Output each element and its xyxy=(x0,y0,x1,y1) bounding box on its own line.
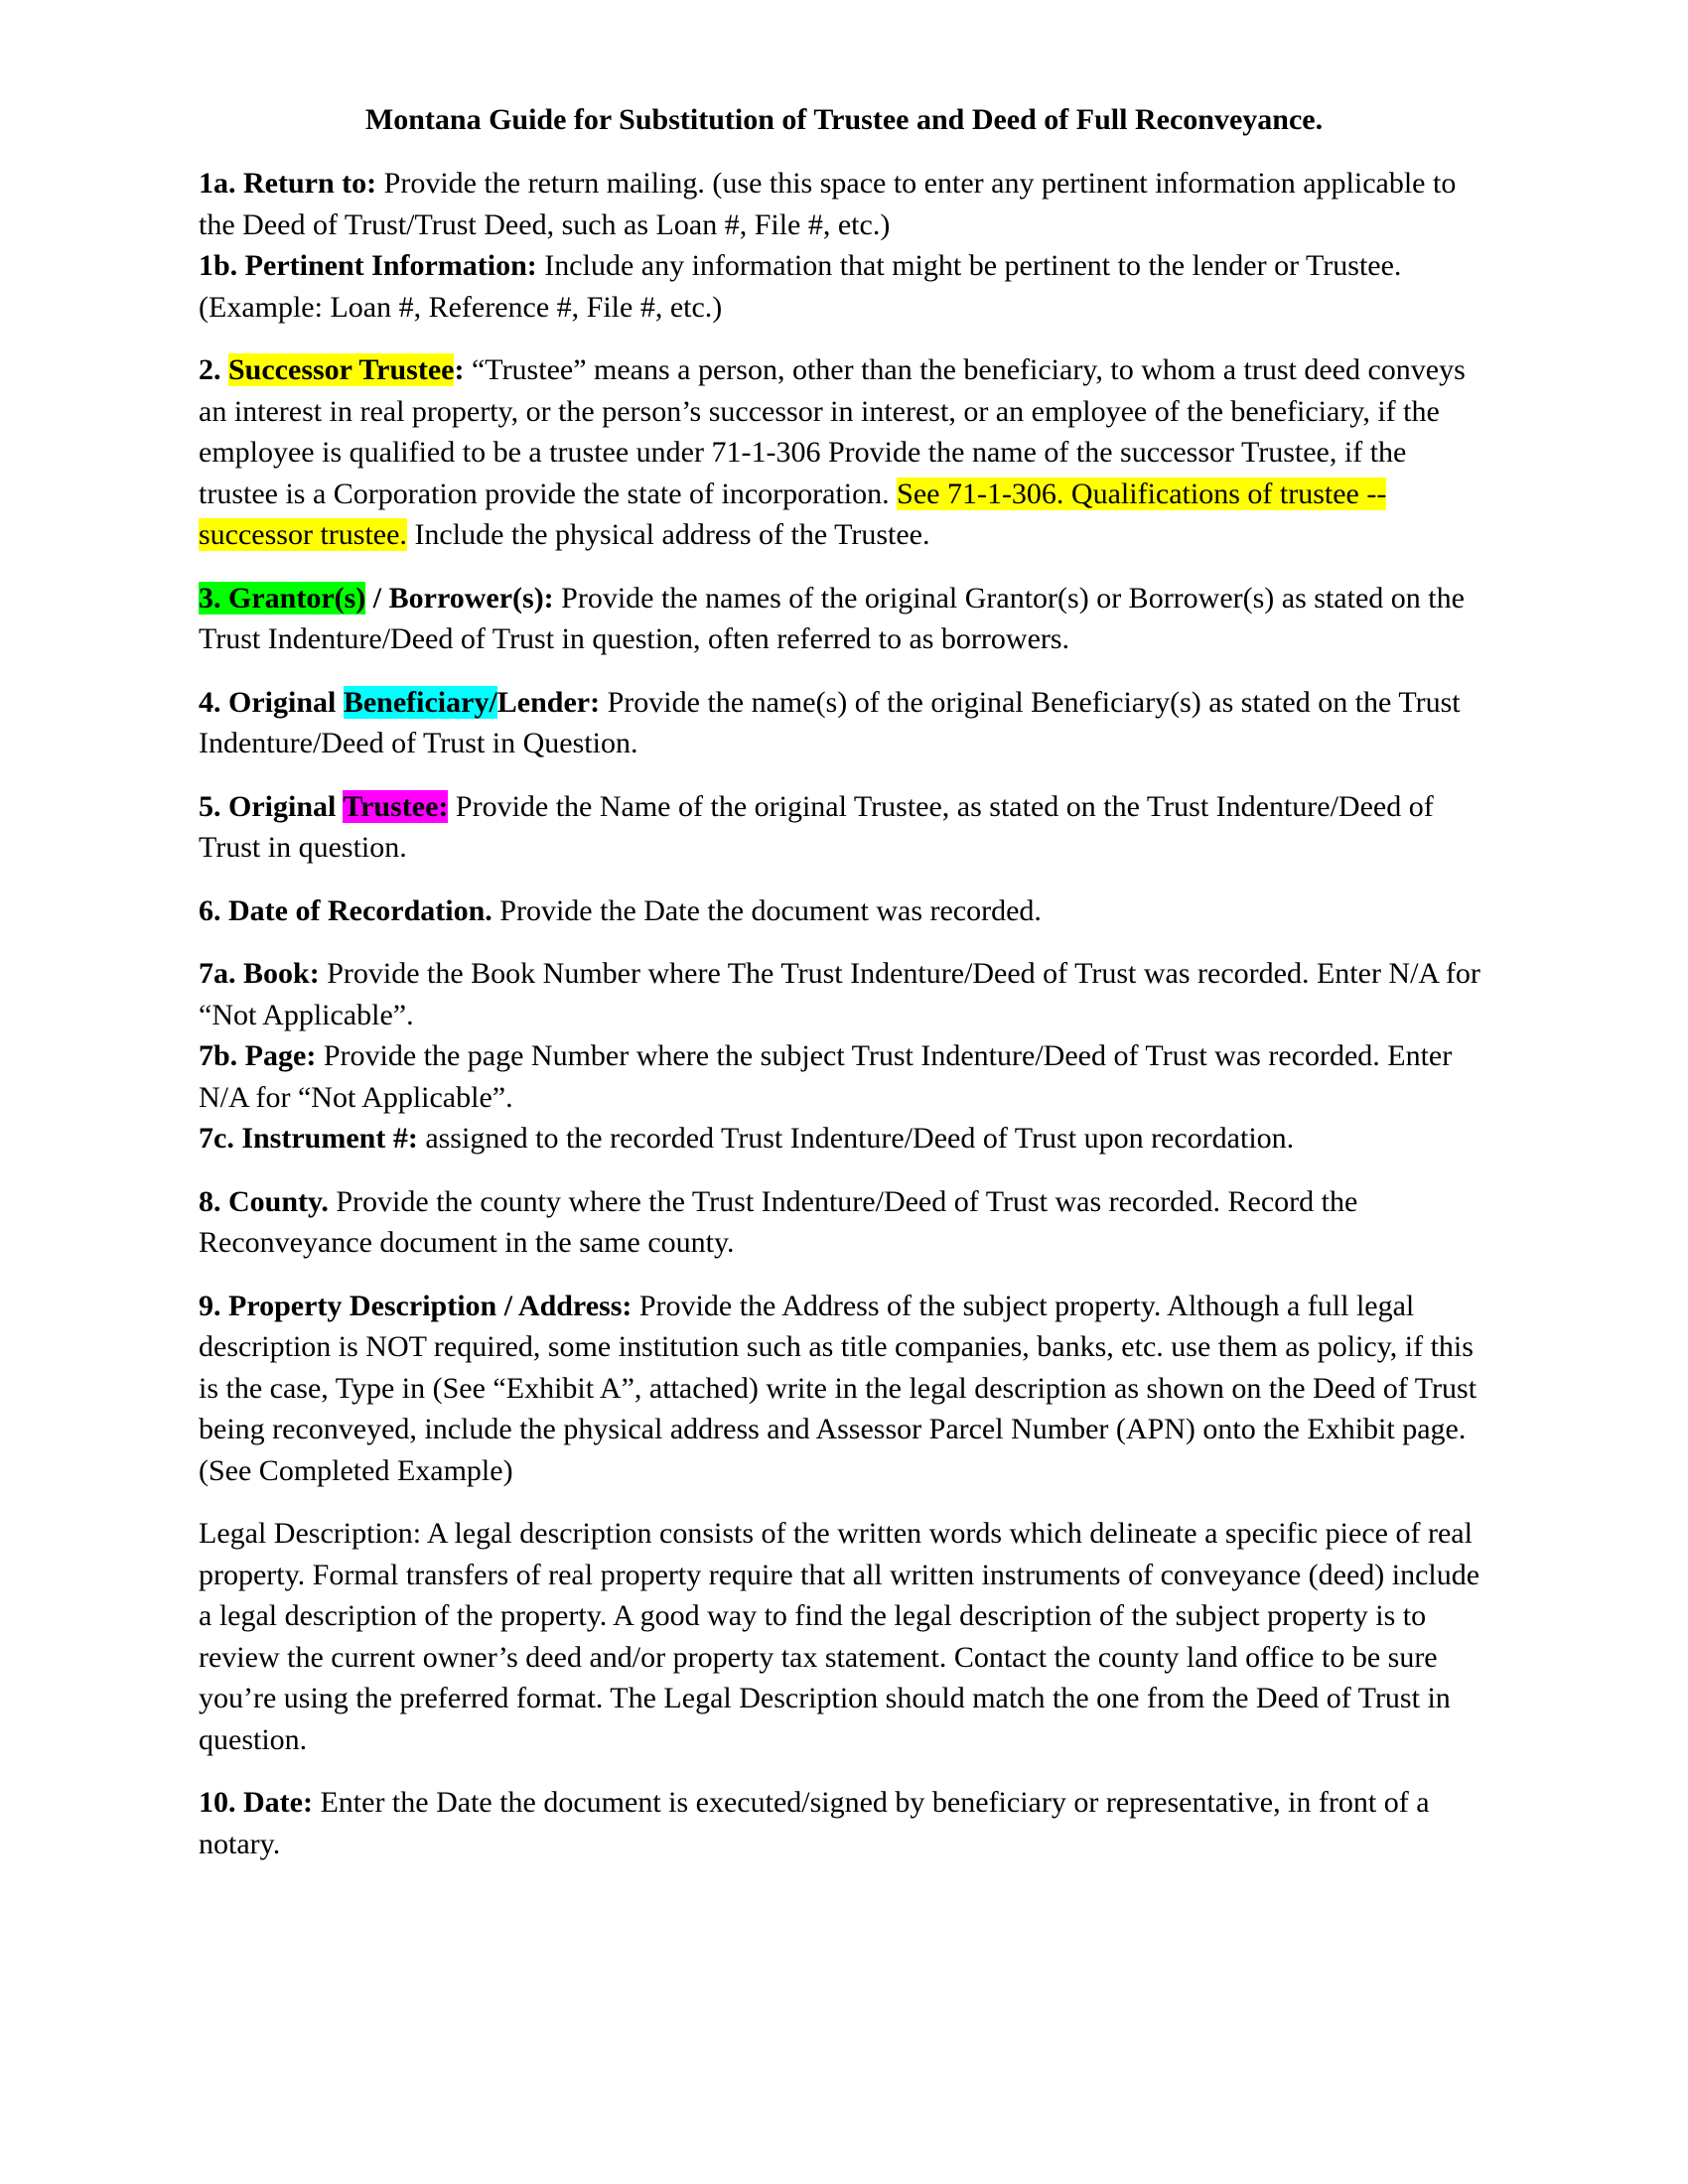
section-3-label-rest: / Borrower(s): xyxy=(365,581,554,614)
section-4 xyxy=(199,682,1489,764)
section-10-text: Enter the Date the document is executed/signed by beneficiary or representative, in front of a notary. xyxy=(199,1786,1430,1860)
section-8-text: Provide the county where the Trust Indenture/Deed of Trust was recorded. Record the Reconveyance document in the same county. xyxy=(199,1184,1358,1259)
section-2-number: 2. xyxy=(199,353,228,386)
section-9 xyxy=(199,1286,1489,1492)
section-4-label-post: Lender: xyxy=(496,685,601,719)
section-1b-text: Include any information that might be pertinent to the lender or Trustee. (Example: Loan #, Reference #, File #, etc.) xyxy=(199,249,1402,324)
section-3 xyxy=(199,578,1489,660)
section-1b xyxy=(199,245,1489,328)
section-7a xyxy=(199,953,1489,1035)
section-6 xyxy=(199,890,1489,932)
section-9-label: 9. Property Description / Address: xyxy=(199,1289,633,1322)
section-7a-text: Provide the Book Number where The Trust Indenture/Deed of Trust was recorded. Enter N/A for “Not Applicable”. xyxy=(199,957,1480,1031)
section-10-label: 10. Date: xyxy=(199,1786,313,1819)
section-2-text-end: Include the physical address of the Trustee. xyxy=(406,518,930,551)
section-6-text: Provide the Date the document was recorded. xyxy=(492,893,1042,927)
section-7a-label: 7a. Book: xyxy=(199,957,320,990)
section-1a-text: Provide the return mailing. (use this space to enter any pertinent information applicable to the Deed of Trust/Trust Deed, such as Loan #, File #, etc.) xyxy=(199,167,1457,241)
section-4-label-pre: 4. Original xyxy=(199,685,344,719)
section-6-label: 6. Date of Recordation. xyxy=(199,893,492,927)
section-4-highlighted-label: Beneficiary/ xyxy=(343,685,497,719)
section-7b xyxy=(199,1035,1489,1118)
section-9-text: Provide the Address of the subject property. Although a full legal description is NOT required, some institution such as title companies, banks, etc. use them as policy, if this is the case, Type in (See “Exhibit A”, attached) write in the legal description as shown on the Deed of Trust being reconveyed, include the physical address and Assessor Parcel Number (APN) onto the Exhibit page. (See Completed Example) xyxy=(199,1289,1477,1487)
section-3-highlighted-label: 3. Grantor(s) xyxy=(199,581,366,614)
section-1b-label: 1b. Pertinent Information: xyxy=(199,249,537,282)
section-2-colon: : xyxy=(454,353,465,386)
section-2-highlighted-label: Successor Trustee xyxy=(228,353,455,386)
section-8-label: 8. County. xyxy=(199,1184,329,1218)
section-7b-label: 7b. Page: xyxy=(199,1039,317,1072)
section-7b-text: Provide the page Number where the subject Trust Indenture/Deed of Trust was recorded. Enter N/A for “Not Applicable”. xyxy=(199,1039,1453,1114)
section-10 xyxy=(199,1782,1489,1864)
section-7c-label: 7c. Instrument #: xyxy=(199,1122,418,1155)
section-2-text: “Trustee” means a person, other than the beneficiary, to whom a trust deed conveys an interest in real property, or the person’s successor in interest, or an employee of the beneficiary, if the employee is qualified to be a trustee under 71-1-306 Provide the name of the successor Trustee, if the trustee is a Corporation provide the state of incorporation. xyxy=(199,353,1466,510)
section-5 xyxy=(199,786,1489,869)
section-1a-label: 1a. Return to: xyxy=(199,167,377,200)
section-1a xyxy=(199,163,1489,245)
section-7c xyxy=(199,1118,1489,1160)
document-body xyxy=(199,163,1489,1864)
document-title: Montana Guide for Substitution of Trustee and Deed of Full Reconveyance. xyxy=(364,103,1324,136)
section-5-label-pre: 5. Original xyxy=(199,789,344,823)
section-7c-text: assigned to the recorded Trust Indenture/Deed of Trust upon recordation. xyxy=(417,1122,1295,1155)
legal-description-paragraph: Legal Description: A legal description consists of the written words which delineate a specific piece of real property. Formal transfers of real property require that all written instruments of conveyance (deed) include a legal description of the property. A good way to find the legal description of the subject property is to review the current owner’s deed and/or property tax statement. Contact the county land office to be sure you’re using the preferred format. The Legal Description should match the one from the Deed of Trust in question. xyxy=(199,1517,1480,1756)
section-5-text: Provide the Name of the original Trustee, as stated on the Trust Indenture/Deed of Trust in question. xyxy=(199,789,1434,864)
section-2-statute-reference: See 71-1-306. Qualifications of trustee -- successor trustee. xyxy=(199,477,1387,551)
section-3-text: Provide the names of the original Grantor(s) or Borrower(s) as stated on the Trust Indenture/Deed of Trust in question, often referred to as borrowers. xyxy=(199,581,1465,655)
section-8 xyxy=(199,1181,1489,1264)
section-2 xyxy=(199,349,1489,556)
section-4-text: Provide the name(s) of the original Beneficiary(s) as stated on the Trust Indenture/Deed of Trust in Question. xyxy=(199,685,1461,759)
section-5-highlighted-label: Trustee: xyxy=(343,789,449,823)
